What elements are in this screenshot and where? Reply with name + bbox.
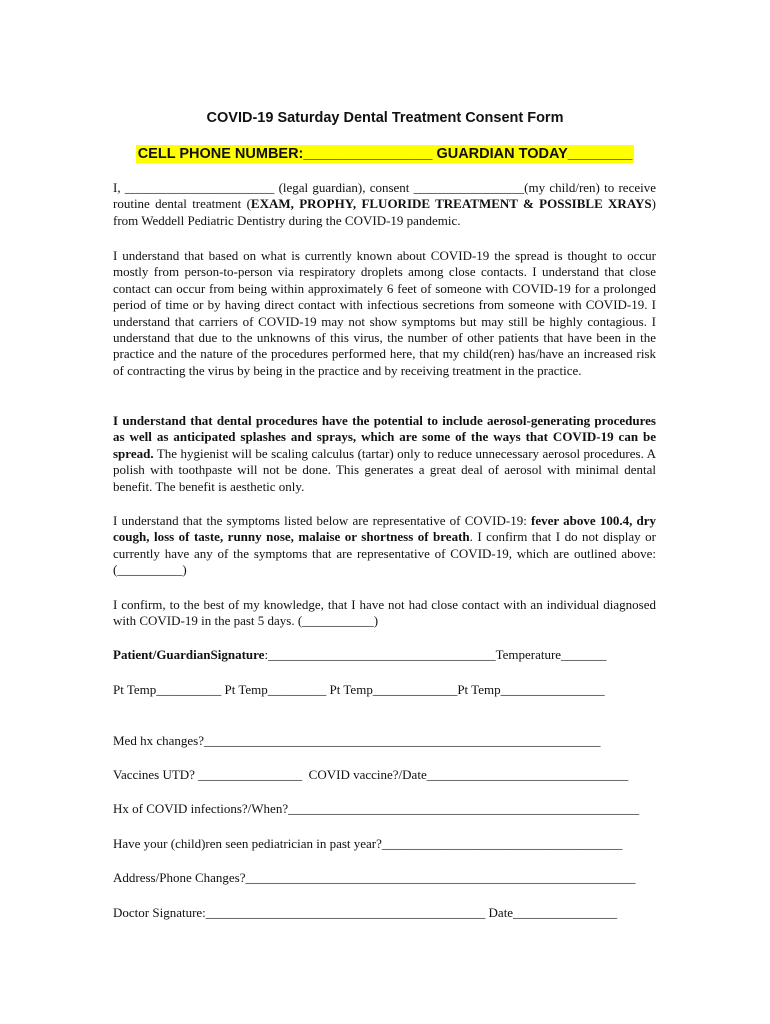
- address-phone-line[interactable]: Address/Phone Changes?____________________________________________________________: [113, 870, 636, 885]
- med-hx-line[interactable]: Med hx changes?_____________________________________________________________: [113, 733, 601, 748]
- consent-paragraph: [113, 180, 656, 229]
- aerosol-bold-text: I understand that dental procedures have the potential to include aerosol-generating procedures as well as anticipated splashes and sprays, which are some of the ways that COVID-19 can be spread.: [113, 413, 656, 461]
- aerosol-paragraph: [113, 413, 656, 495]
- phone-guardian-highlight: CELL PHONE NUMBER:________________ GUARDIAN TODAY________: [137, 146, 633, 162]
- symptoms-list: fever above 100.4, dry cough, loss of taste, runny nose, malaise or shortness of breath: [113, 513, 657, 545]
- signature-label: Patient/GuardianSignature: [113, 647, 265, 662]
- consent-text-2: ) from Weddell Pediatric Dentistry during the COVID-19 pandemic.: [113, 196, 656, 228]
- symptoms-text-2: . I confirm that I do not display or currently have any of the symptoms that are representative of COVID-19, which are outlined above: (__________): [113, 529, 656, 578]
- form-title: COVID-19 Saturday Dental Treatment Consent Form: [206, 110, 564, 126]
- phone-guardian-line: [0, 145, 770, 163]
- pediatrician-line[interactable]: Have your (child)ren seen pediatrician in past year?_____________________________________: [113, 836, 623, 851]
- signature-line[interactable]: [113, 647, 607, 663]
- vaccines-line[interactable]: Vaccines UTD? ________________ COVID vaccine?/Date_______________________________: [113, 767, 629, 782]
- consent-text-1: I, _______________________ (legal guardian), consent _________________(my child/ren) to receive routine dental treatment (: [113, 180, 656, 212]
- aerosol-text: The hygienist will be scaling calculus (tartar) only to reduce unnecessary aerosol procedures. A polish with toothpaste will not be done. This generates a great deal of aerosol with minimal dental benefit. The benefit is aesthetic only.: [113, 445, 656, 494]
- symptoms-paragraph: [113, 513, 656, 579]
- spread-paragraph: I understand that based on what is currently known about COVID-19 the spread is thought to occur mostly from person-to-person via respiratory droplets among close contacts. I understand that close contact can occur from being within approximately 6 feet of someone with COVID-19 for a prolonged period of time or by having direct contact with infectious secretions from someone with COVID-19. I understand that carriers of COVID-19 may not show symptoms but may still be highly contagious. I understand that due to the unknowns of this virus, the number of other patients that have been in the practice and the nature of the procedures performed here, that my child(ren) has/have an increased risk of contracting the virus by being in the practice and by receiving treatment in the practice.: [113, 248, 656, 378]
- consent-procedures: EXAM, PROPHY, FLUORIDE TREATMENT & POSSIBLE XRAYS: [250, 196, 652, 212]
- contact-paragraph: I confirm, to the best of my knowledge, that I have not had close contact with an individual diagnosed with COVID-19 in the past 5 days. (___________): [113, 597, 656, 629]
- hx-covid-line[interactable]: Hx of COVID infections?/When?______________________________________________________: [113, 801, 640, 816]
- pt-temp-line[interactable]: Pt Temp__________ Pt Temp_________ Pt Temp_____________Pt Temp________________: [113, 682, 605, 697]
- doctor-signature-line[interactable]: Doctor Signature:___________________________________________ Date________________: [113, 905, 618, 920]
- symptoms-text-1: I understand that the symptoms listed below are representative of COVID-19:: [113, 513, 532, 528]
- signature-field: :___________________________________Temperature_______: [264, 647, 607, 662]
